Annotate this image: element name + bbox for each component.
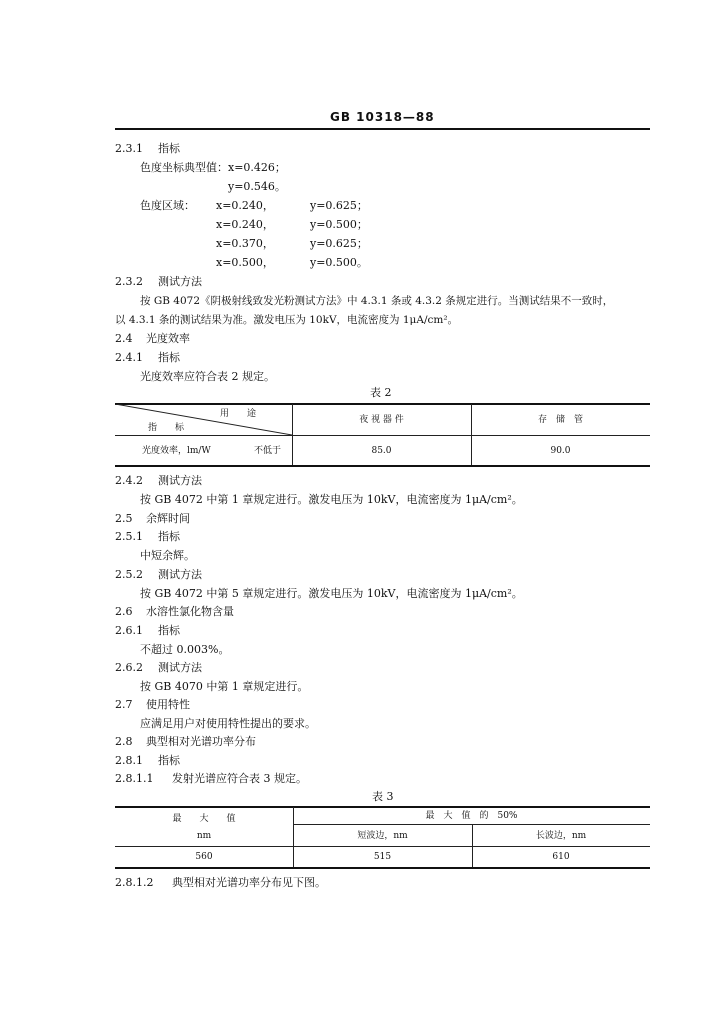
table-diagonal: [115, 404, 292, 435]
table-header-rule: [115, 435, 650, 436]
table-row-condition: 不低于: [254, 446, 282, 456]
paragraph: 不超过 0.003%。: [140, 643, 230, 656]
region-x: x=0.240，: [216, 218, 274, 231]
section-title: 指标: [158, 351, 180, 364]
table-cell: 90.0: [550, 446, 571, 456]
paragraph: 按 GB 4072 中第 1 章规定进行。激发电压为 10kV，电流密度为 1μA/cm²。: [140, 493, 523, 506]
paragraph: 光度效率应符合表 2 规定。: [140, 370, 275, 383]
paragraph: 应满足用户对使用特性提出的要求。: [140, 717, 316, 730]
section-number: 2.6.2: [115, 661, 143, 674]
region-x: x=0.500，: [216, 256, 274, 269]
table-col-header: 短波边，nm: [357, 831, 408, 841]
table-bottom-rule: [115, 867, 650, 869]
section-number: 2.5.1: [115, 530, 143, 543]
region-x: x=0.240，: [216, 199, 274, 212]
section-title: 典型相对光谱功率分布见下图。: [172, 876, 326, 889]
section-number: 2.5: [115, 512, 133, 525]
region-y: y=0.625；: [310, 199, 368, 212]
paragraph: 按 GB 4070 中第 1 章规定进行。: [140, 680, 309, 693]
region-y: y=0.625；: [310, 237, 368, 250]
table-col-header: 最 大 值 的 50%: [425, 811, 518, 821]
region-y: y=0.500；: [310, 218, 368, 231]
section-title: 测试方法: [158, 474, 202, 487]
table-col-header: 夜 视 器 件: [359, 415, 404, 425]
table-cell: 560: [195, 852, 213, 862]
chroma-region-label: 色度区域：: [140, 199, 195, 212]
section-title: 发射光谱应符合表 3 规定。: [172, 772, 307, 785]
chroma-typical: 色度坐标典型值：x=0.426；: [140, 161, 286, 174]
table-cell: 515: [373, 852, 392, 862]
table-header-rule: [115, 846, 650, 847]
paragraph: 中短余辉。: [140, 549, 195, 562]
table-header-use: 用 途: [220, 409, 257, 419]
section-title: 使用特性: [146, 698, 190, 711]
paragraph: 按 GB 4072《阴极射线致发光粉测试方法》中 4.3.1 条或 4.3.2 条规定进行。当测试结果不一致时，: [140, 295, 614, 307]
paragraph: 按 GB 4072 中第 5 章规定进行。激发电压为 10kV，电流密度为 1μA/cm²。: [140, 587, 523, 600]
table-caption: 表 3: [372, 790, 394, 803]
section-title: 典型相对光谱功率分布: [146, 735, 256, 748]
table-row-label: 光度效率，lm/W: [142, 446, 211, 456]
section-title: 指标: [158, 754, 180, 767]
section-title: 余辉时间: [146, 512, 190, 525]
table-cell: 85.0: [371, 446, 392, 456]
section-number: 2.7: [115, 698, 133, 711]
table-caption: 表 2: [370, 386, 392, 399]
table-header-index: 指 标: [148, 423, 185, 433]
table-col-header: 长波边，nm: [535, 831, 587, 841]
section-number: 2.3.1: [115, 142, 143, 155]
table-col-unit: nm: [196, 831, 212, 841]
section-number: 2.4: [115, 332, 133, 345]
section-number: 2.8.1.1: [115, 772, 154, 785]
header-rule: [115, 128, 650, 130]
section-number: 2.6: [115, 605, 133, 618]
section-number: 2.8.1.2: [115, 876, 154, 889]
section-number: 2.5.2: [115, 568, 143, 581]
section-title: 指标: [158, 624, 180, 637]
paragraph: 以 4.3.1 条的测试结果为准。激发电压为 10kV，电流密度为 1μA/cm²。: [115, 314, 459, 326]
section-number: 2.3.2: [115, 275, 143, 288]
section-title: 测试方法: [158, 568, 202, 581]
region-y: y=0.500。: [310, 256, 368, 269]
section-title: 水溶性氯化物含量: [146, 605, 234, 618]
section-number: 2.6.1: [115, 624, 143, 637]
table-bottom-rule: [115, 465, 650, 467]
table-cell: 610: [552, 852, 570, 862]
page-header: GB 10318—88: [330, 110, 435, 124]
section-title: 光度效率: [146, 332, 190, 345]
section-title: 测试方法: [158, 661, 202, 674]
section-number: 2.4.1: [115, 351, 143, 364]
section-number: 2.4.2: [115, 474, 143, 487]
chroma-typical-y: y=0.546。: [228, 180, 286, 193]
table-col-header: 最 大 值: [172, 814, 236, 824]
section-number: 2.8: [115, 735, 133, 748]
section-title: 指标: [158, 142, 180, 155]
table-top-rule: [115, 806, 650, 808]
section-number: 2.8.1: [115, 754, 143, 767]
section-title: 指标: [158, 530, 180, 543]
table-col-header: 存 储 管: [537, 415, 583, 425]
section-title: 测试方法: [158, 275, 202, 288]
region-x: x=0.370，: [216, 237, 274, 250]
